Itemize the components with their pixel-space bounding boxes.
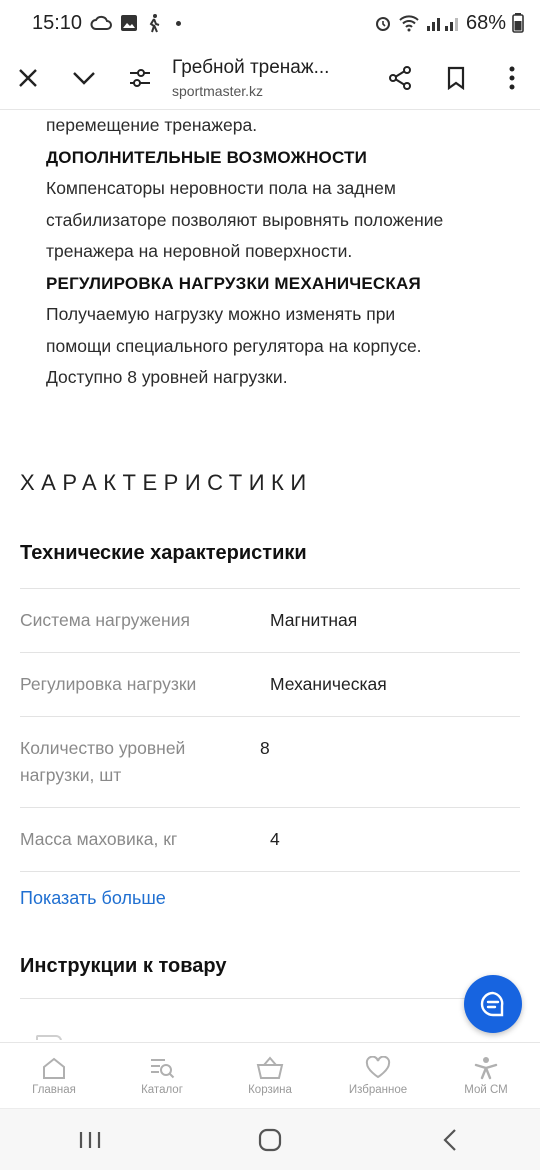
spec-key: Количество уровней нагрузки, шт — [20, 738, 186, 785]
feature-line: тренажера на неровной поверхности. — [46, 241, 353, 261]
instructions-title: Инструкции к товару — [20, 955, 227, 977]
system-nav — [0, 1108, 540, 1170]
recents-icon — [78, 1130, 102, 1150]
nav-profile[interactable] — [432, 1043, 540, 1108]
page-url: sportmaster.kz — [172, 82, 264, 99]
home-circle-icon — [258, 1128, 282, 1152]
site-settings-button[interactable] — [112, 50, 168, 106]
spec-key: Регулировка нагрузки — [20, 674, 197, 694]
show-more-link[interactable]: Показать больше — [20, 888, 166, 908]
recents-button[interactable] — [60, 1115, 120, 1165]
profile-icon — [473, 1056, 499, 1080]
page-content — [0, 110, 540, 1040]
tune-icon — [129, 68, 151, 88]
notification-dot-icon — [176, 21, 181, 26]
nav-label: Мой СМ — [464, 1083, 508, 1096]
alarm-icon — [374, 14, 392, 32]
collapse-button[interactable] — [56, 50, 112, 106]
status-bar — [0, 0, 540, 46]
feature-heading: ДОПОЛНИТЕЛЬНЫЕ ВОЗМОЖНОСТИ — [46, 147, 368, 167]
signal-icon — [426, 14, 460, 32]
more-menu-button[interactable] — [484, 50, 540, 106]
nav-basket[interactable] — [216, 1043, 324, 1108]
bottom-nav — [0, 1042, 540, 1108]
table-row — [20, 807, 520, 872]
feature-heading: РЕГУЛИРОВКА НАГРУЗКИ МЕХАНИЧЕСКАЯ — [46, 273, 421, 293]
nav-home[interactable] — [0, 1043, 108, 1108]
table-row — [20, 652, 520, 716]
chat-support-button[interactable] — [464, 975, 522, 1033]
status-time: 15:10 — [32, 11, 83, 34]
feature-line: Компенсаторы неровности пола на заднем — [46, 178, 396, 198]
share-icon — [388, 66, 412, 90]
status-right — [374, 12, 524, 35]
table-row — [20, 716, 520, 807]
spec-value: Механическая — [270, 674, 387, 694]
image-icon — [120, 14, 138, 32]
status-left — [32, 12, 181, 35]
nav-label: Избранное — [348, 1083, 408, 1096]
nav-label: Каталог — [141, 1083, 183, 1096]
basket-icon — [256, 1056, 284, 1080]
back-icon — [443, 1128, 457, 1152]
feature-prev-tail: перемещение тренажера. — [46, 115, 258, 135]
catalog-icon — [149, 1056, 175, 1080]
close-icon — [18, 68, 38, 88]
page-title-area[interactable] — [168, 57, 372, 99]
chat-icon — [478, 989, 508, 1019]
table-row — [20, 588, 520, 652]
feature-line: Доступно 8 уровней нагрузки. — [46, 367, 288, 387]
nav-favorites[interactable] — [324, 1043, 432, 1108]
heart-icon — [365, 1056, 391, 1080]
spec-value: 4 — [270, 829, 280, 849]
characteristics-title: ХАРАКТЕРИСТИКИ — [20, 470, 313, 495]
browser-toolbar — [0, 46, 540, 110]
feature-list — [0, 110, 540, 394]
page-title: Гребной тренаж... — [172, 56, 330, 78]
more-vertical-icon — [509, 66, 515, 90]
chevron-down-icon — [72, 71, 96, 85]
feature-line: Получаемую нагрузку можно изменять при — [46, 304, 396, 324]
tech-specs-title: Технические характеристики — [20, 542, 307, 564]
nav-label: Корзина — [248, 1083, 292, 1096]
nav-label: Главная — [32, 1083, 76, 1096]
home-icon — [41, 1056, 67, 1080]
battery-icon — [512, 13, 524, 33]
feature-line: стабилизаторе позволяют выровнять положение — [46, 209, 444, 230]
spec-table — [20, 588, 520, 872]
share-button[interactable] — [372, 50, 428, 106]
back-button[interactable] — [420, 1115, 480, 1165]
spec-value: Магнитная — [270, 610, 358, 630]
spec-value: 8 — [260, 738, 270, 758]
spec-key: Масса маховика, кг — [20, 829, 178, 849]
divider — [20, 998, 520, 999]
document-icon[interactable] — [36, 1035, 62, 1040]
home-system-button[interactable] — [240, 1115, 300, 1165]
bookmark-icon — [447, 66, 465, 90]
wifi-icon — [398, 14, 420, 32]
battery-percent: 68% — [465, 11, 506, 34]
nav-catalog[interactable] — [108, 1043, 216, 1108]
spec-key: Система нагружения — [20, 610, 190, 630]
cloud-icon — [90, 15, 112, 31]
walking-icon — [146, 13, 162, 33]
feature-line: помощи специального регулятора на корпусе. — [46, 335, 422, 356]
bookmark-button[interactable] — [428, 50, 484, 106]
close-tab-button[interactable] — [0, 50, 56, 106]
